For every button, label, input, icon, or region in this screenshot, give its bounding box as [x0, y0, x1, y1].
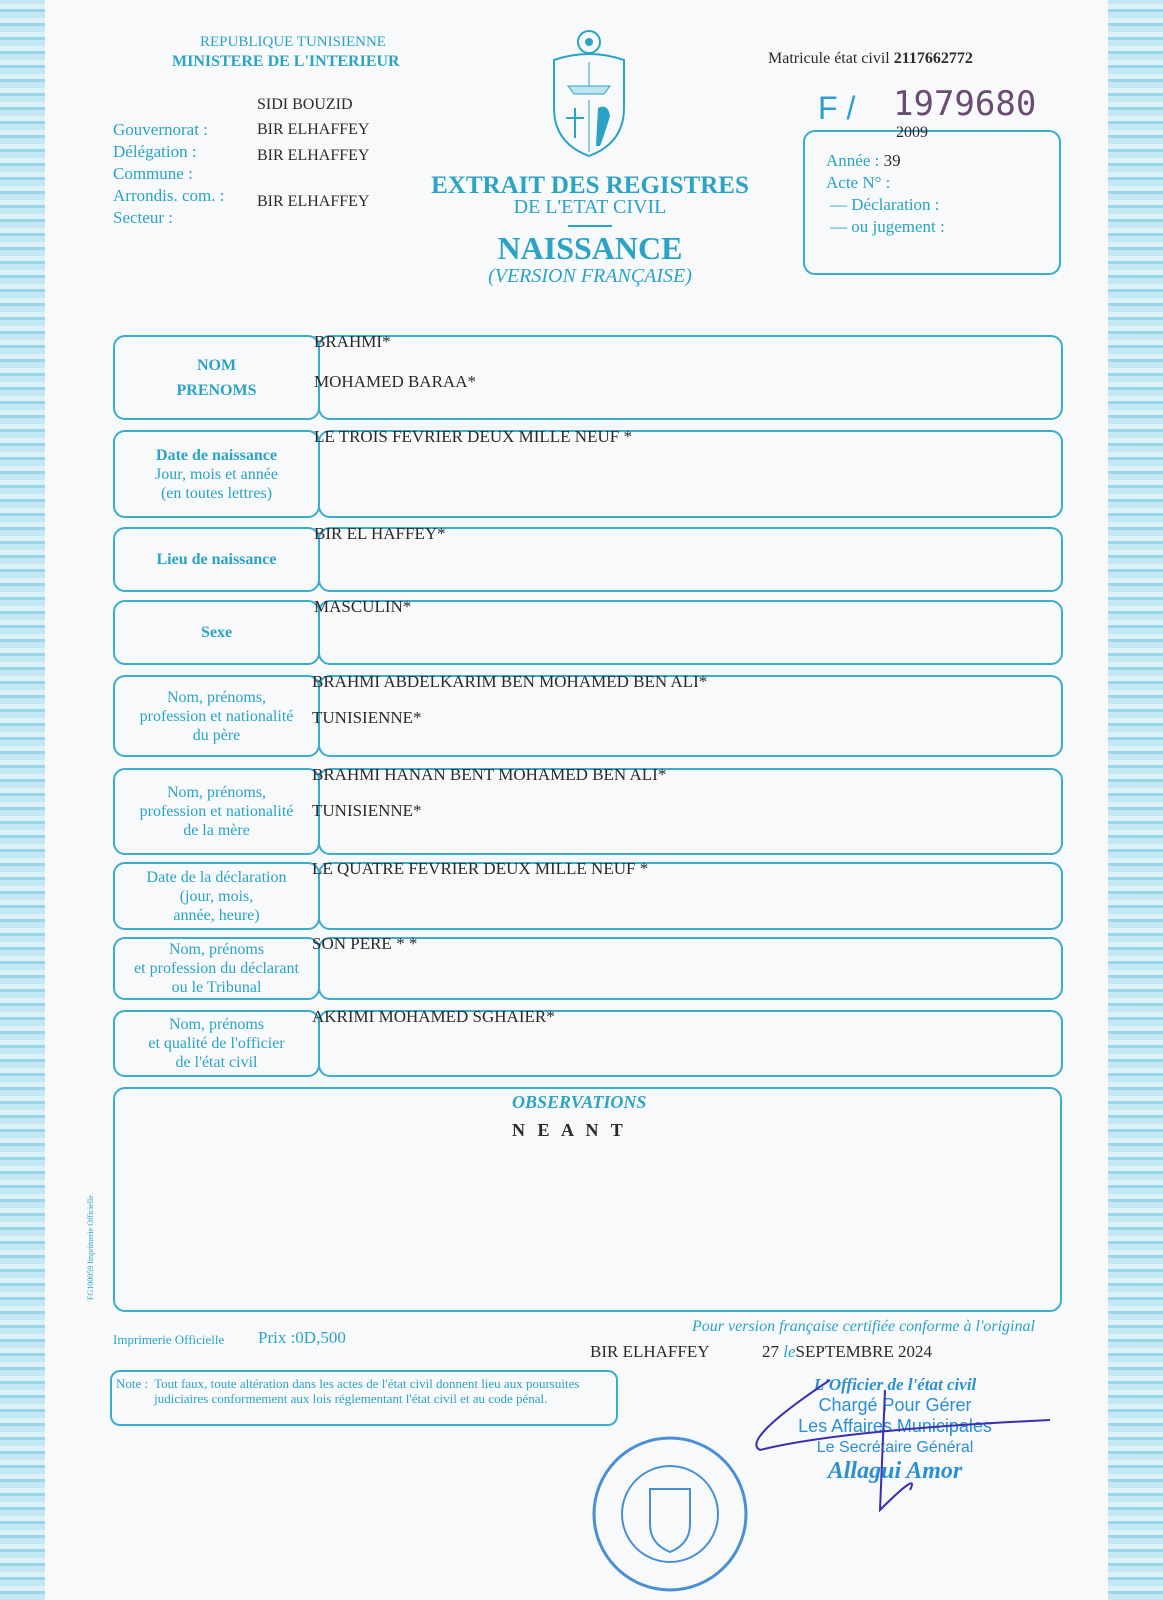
- jugement-label: — ou jugement :: [830, 217, 945, 236]
- row-value: TUNISIENNE*: [312, 708, 422, 727]
- title-line1: EXTRAIT DES REGISTRES: [431, 172, 749, 199]
- label-gouvernorat: Gouvernorat :: [113, 120, 208, 139]
- page-title: NAISSANCE: [497, 230, 683, 266]
- matricule-label: Matricule état civil: [768, 50, 890, 67]
- sign-line-3: Le Secrétaire Général: [816, 1439, 974, 1456]
- place-value: BIR ELHAFFEY: [590, 1342, 710, 1361]
- row-label-line: PRENOMS: [176, 381, 257, 399]
- matricule-value: 2117662772: [893, 50, 973, 67]
- delegation-value: BIR ELHAFFEY: [257, 147, 370, 164]
- row-label-line: Date de la déclaration: [146, 868, 287, 886]
- row-label-line: de la mère: [183, 822, 250, 839]
- title-line2: DE L'ETAT CIVIL: [513, 196, 667, 218]
- row-value: MOHAMED BARAA*: [314, 372, 476, 391]
- annee-value: 39: [883, 151, 901, 170]
- row-label-box: [113, 675, 320, 757]
- price-label: Prix :0D,500: [258, 1328, 346, 1347]
- ministry-label: MINISTERE DE L'INTERIEUR: [172, 53, 400, 70]
- observations-value: N E A N T: [512, 1120, 627, 1140]
- row-label-line: profession et nationalité: [139, 707, 294, 725]
- row-label-box: [113, 768, 320, 855]
- sign-line-1: Chargé Pour Gérer: [818, 1395, 972, 1415]
- row-value-box: [318, 937, 1063, 1000]
- gouvernorat-value: BIR ELHAFFEY: [257, 121, 370, 138]
- note-label: Note :: [116, 1376, 149, 1391]
- row-label-line: Nom, prénoms,: [166, 784, 267, 801]
- row-value: BRAHMI HANAN BENT MOHAMED BEN ALI*: [312, 765, 667, 784]
- row-value: AKRIMI MOHAMED SGHAIER*: [312, 1007, 555, 1026]
- acte-year: 2009: [896, 124, 928, 141]
- label-delegation: Délégation :: [113, 142, 197, 161]
- row-value: BRAHMI*: [314, 332, 391, 351]
- row-label-line: du père: [192, 726, 241, 744]
- row-value: SON PERE * *: [312, 934, 418, 953]
- row-value: LE TROIS FEVRIER DEUX MILLE NEUF *: [314, 427, 632, 446]
- row-value: BRAHMI ABDELKARIM BEN MOHAMED BEN ALI*: [312, 672, 708, 691]
- observations-label: OBSERVATIONS: [512, 1092, 647, 1112]
- row-label-box: [113, 937, 320, 1000]
- row-label-box: [113, 527, 320, 592]
- officer-title: L'Officier de l'état civil: [813, 1375, 977, 1394]
- title-divider: [568, 225, 612, 227]
- version-label: (VERSION FRANÇAISE): [488, 265, 692, 287]
- row-label-line: Sexe: [200, 624, 233, 641]
- declaration-label: — Déclaration :: [830, 195, 940, 214]
- row-label-line: Nom, prénoms: [168, 941, 265, 958]
- printer-label: Imprimerie Officielle: [113, 1332, 225, 1347]
- arrondis-value: BIR ELHAFFEY: [257, 193, 370, 210]
- row-value: BIR EL HAFFEY*: [314, 524, 446, 543]
- row-value-box: [318, 600, 1063, 665]
- row-label-line: Jour, mois et année: [155, 465, 278, 483]
- governorate-value: SIDI BOUZID: [257, 96, 353, 113]
- row-label-line: Nom, prénoms: [168, 1016, 265, 1033]
- serial-prefix: F /: [818, 90, 856, 126]
- label-arrondis: Arrondis. com. :: [113, 186, 225, 205]
- row-label-line: Date de naissance: [156, 446, 277, 464]
- row-value: TUNISIENNE*: [312, 801, 422, 820]
- row-label-line: Nom, prénoms,: [166, 688, 267, 706]
- row-label-line: et profession du déclarant: [134, 960, 299, 977]
- printer-code: FG100059 Imprimerie Officielle: [86, 1195, 95, 1300]
- label-commune: Commune :: [113, 164, 193, 183]
- date-le: le: [783, 1342, 796, 1361]
- row-label-line: profession et nationalité: [139, 803, 294, 820]
- note-text: Tout faux, toute altération dans les actes de l'état civil donnent lieu aux poursuites judiciaires conformement aux lois réglementant l'état civil et au code pénal.: [154, 1376, 580, 1406]
- coat-of-arms-logo: [548, 28, 630, 160]
- date-rest: SEPTEMBRE 2024: [795, 1342, 933, 1361]
- certified-label: Pour version française certifiée conforme à l'original: [692, 1318, 1035, 1335]
- row-label-line: de l'état civil: [175, 1054, 258, 1071]
- sign-line-2: Les Affaires Municipales: [798, 1416, 992, 1436]
- row-label-line: et qualité de l'officier: [148, 1035, 285, 1052]
- annee-label: Année :: [826, 151, 880, 170]
- date-day: 27: [762, 1342, 779, 1361]
- handwritten-signature: [720, 1370, 1060, 1520]
- row-label-box: [113, 1010, 320, 1077]
- row-label-line: NOM: [196, 356, 237, 374]
- row-label-box: [113, 335, 320, 420]
- signatory-name: Allagui Amor: [827, 1458, 963, 1484]
- row-label-line: année, heure): [173, 906, 260, 924]
- row-value: LE QUATRE FEVRIER DEUX MILLE NEUF *: [312, 859, 649, 878]
- serial-number: 1979680: [893, 84, 1037, 124]
- left-decorative-border: [0, 0, 45, 1600]
- acte-number-label: Acte N° :: [826, 173, 891, 192]
- republic-label: REPUBLIQUE TUNISIENNE: [200, 34, 386, 50]
- row-label-box: [113, 430, 320, 518]
- row-value: MASCULIN*: [314, 597, 412, 616]
- row-label-line: (jour, mois,: [179, 887, 254, 905]
- label-secteur: Secteur :: [113, 208, 173, 227]
- row-label-box: [113, 600, 320, 665]
- row-label-line: ou le Tribunal: [171, 979, 262, 996]
- row-label-line: (en toutes lettres): [160, 484, 273, 502]
- row-label-line: Lieu de naissance: [156, 551, 277, 568]
- right-decorative-border: [1108, 0, 1163, 1600]
- row-label-box: [113, 862, 320, 930]
